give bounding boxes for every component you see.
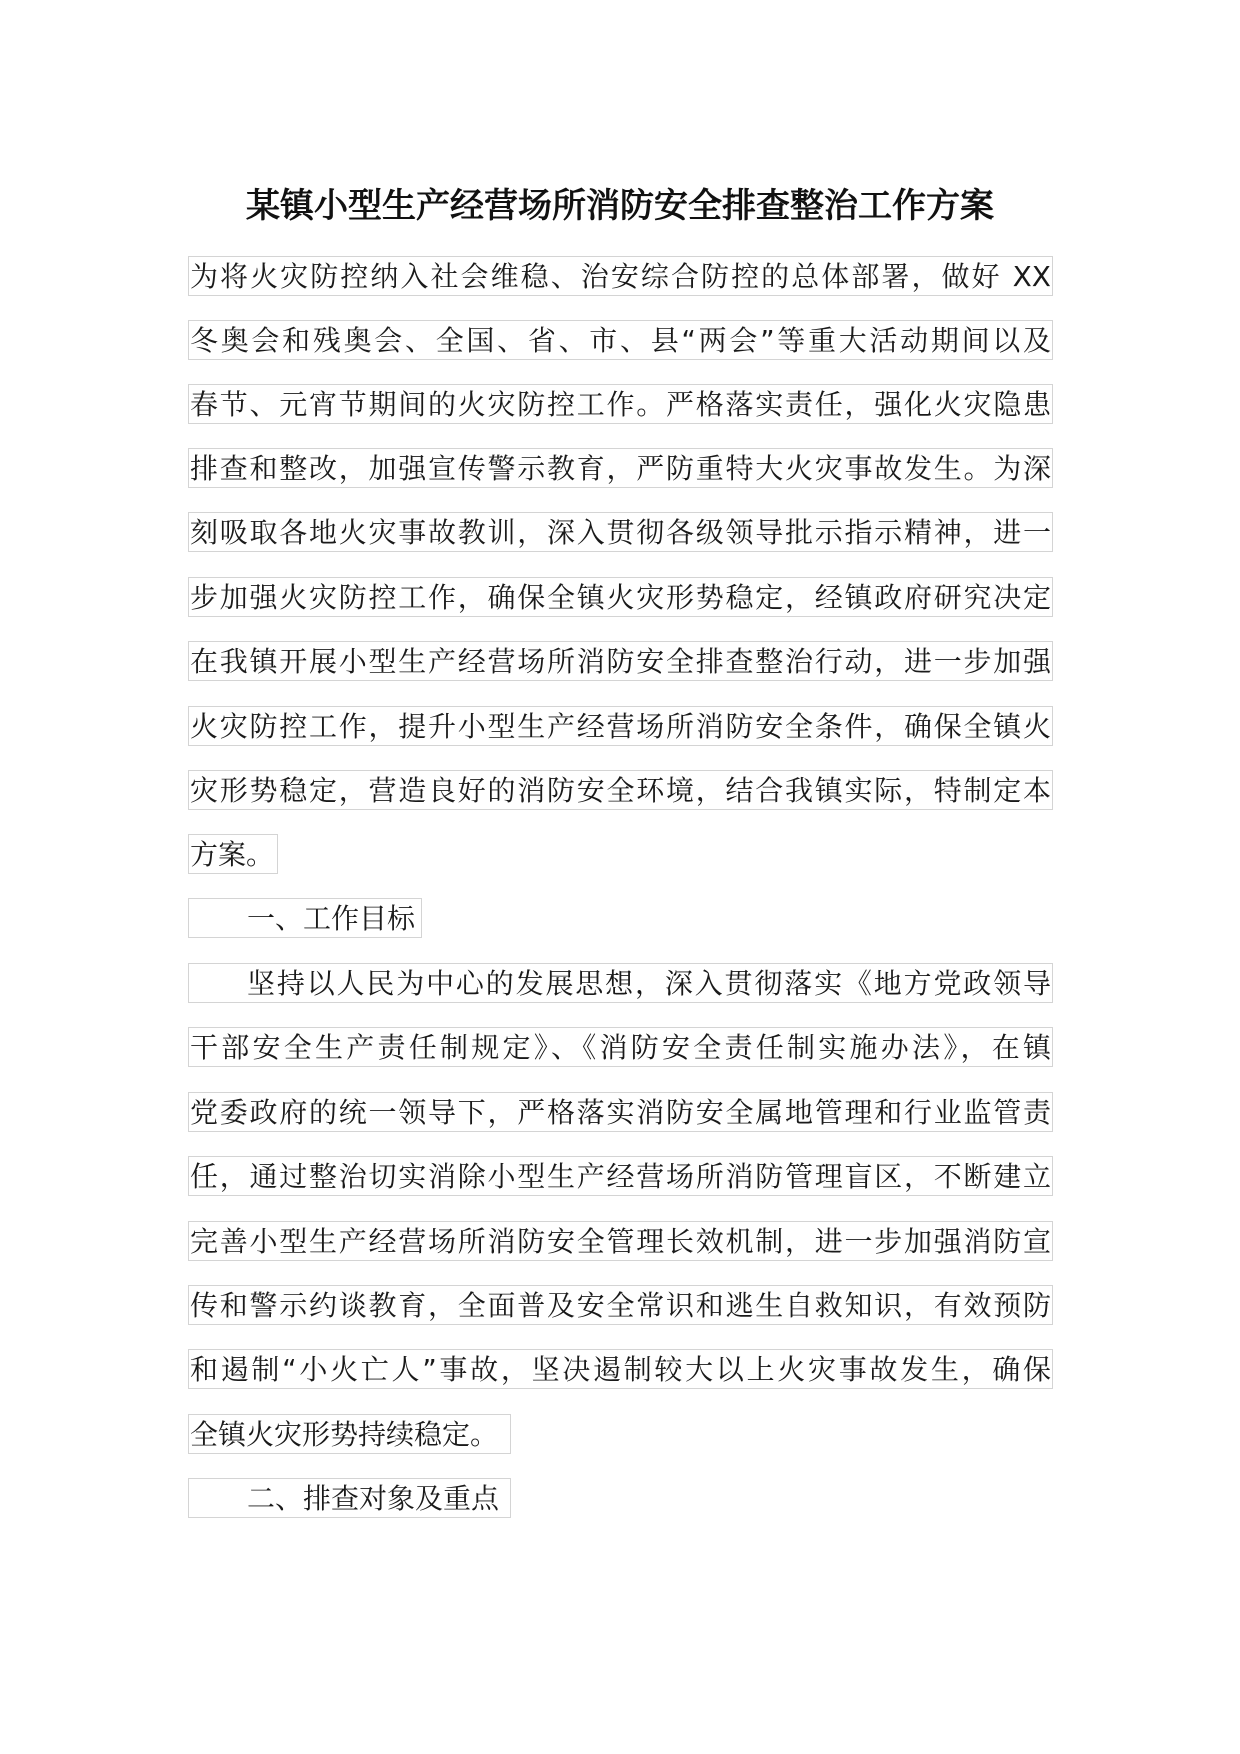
intro-line-2: 冬奥会和残奥会、全国、省、市、县“两会”等重大活动期间以及 <box>188 320 1053 360</box>
section-1-line-3: 党委政府的统一领导下，严格落实消防安全属地管理和行业监管责 <box>188 1092 1053 1132</box>
section-1-line-1: 坚持以人民为中心的发展思想，深入贯彻落实《地方党政领导 <box>188 963 1053 1003</box>
section-1-line-5: 完善小型生产经营场所消防安全管理长效机制，进一步加强消防宣 <box>188 1221 1053 1261</box>
section-1-line-6: 传和警示约谈教育，全面普及安全常识和逃生自救知识，有效预防 <box>188 1285 1053 1325</box>
intro-line-9: 灾形势稳定，营造良好的消防安全环境，结合我镇实际，特制定本 <box>188 770 1053 810</box>
intro-line-6: 步加强火灾防控工作，确保全镇火灾形势稳定，经镇政府研究决定 <box>188 577 1053 617</box>
intro-line-7: 在我镇开展小型生产经营场所消防安全排查整治行动，进一步加强 <box>188 641 1053 681</box>
intro-line-5: 刻吸取各地火灾事故教训，深入贯彻各级领导批示指示精神，进一 <box>188 512 1053 552</box>
intro-line-4: 排查和整改，加强宣传警示教育，严防重特大火灾事故发生。为深 <box>188 448 1053 488</box>
intro-line-3: 春节、元宵节期间的火灾防控工作。严格落实责任，强化火灾隐患 <box>188 384 1053 424</box>
document-title: 某镇小型生产经营场所消防安全排查整治工作方案 <box>246 186 994 226</box>
section-1-line-7: 和遏制“小火亡人”事故，坚决遏制较大以上火灾事故发生，确保 <box>188 1349 1053 1389</box>
section-1-line-2: 干部安全生产责任制规定》、《消防安全责任制实施办法》，在镇 <box>188 1027 1053 1067</box>
section-1-line-4: 任，通过整治切实消除小型生产经营场所消防管理盲区，不断建立 <box>188 1156 1053 1196</box>
section-2-heading: 二、排查对象及重点 <box>188 1478 511 1518</box>
section-1-heading: 一、工作目标 <box>188 898 422 938</box>
intro-line-1: 为将火灾防控纳入社会维稳、治安综合防控的总体部署，做好 XX <box>188 256 1053 296</box>
intro-line-8: 火灾防控工作，提升小型生产经营场所消防安全条件，确保全镇火 <box>188 706 1053 746</box>
section-1-line-8: 全镇火灾形势持续稳定。 <box>188 1414 511 1454</box>
intro-line-10: 方案。 <box>188 834 278 874</box>
